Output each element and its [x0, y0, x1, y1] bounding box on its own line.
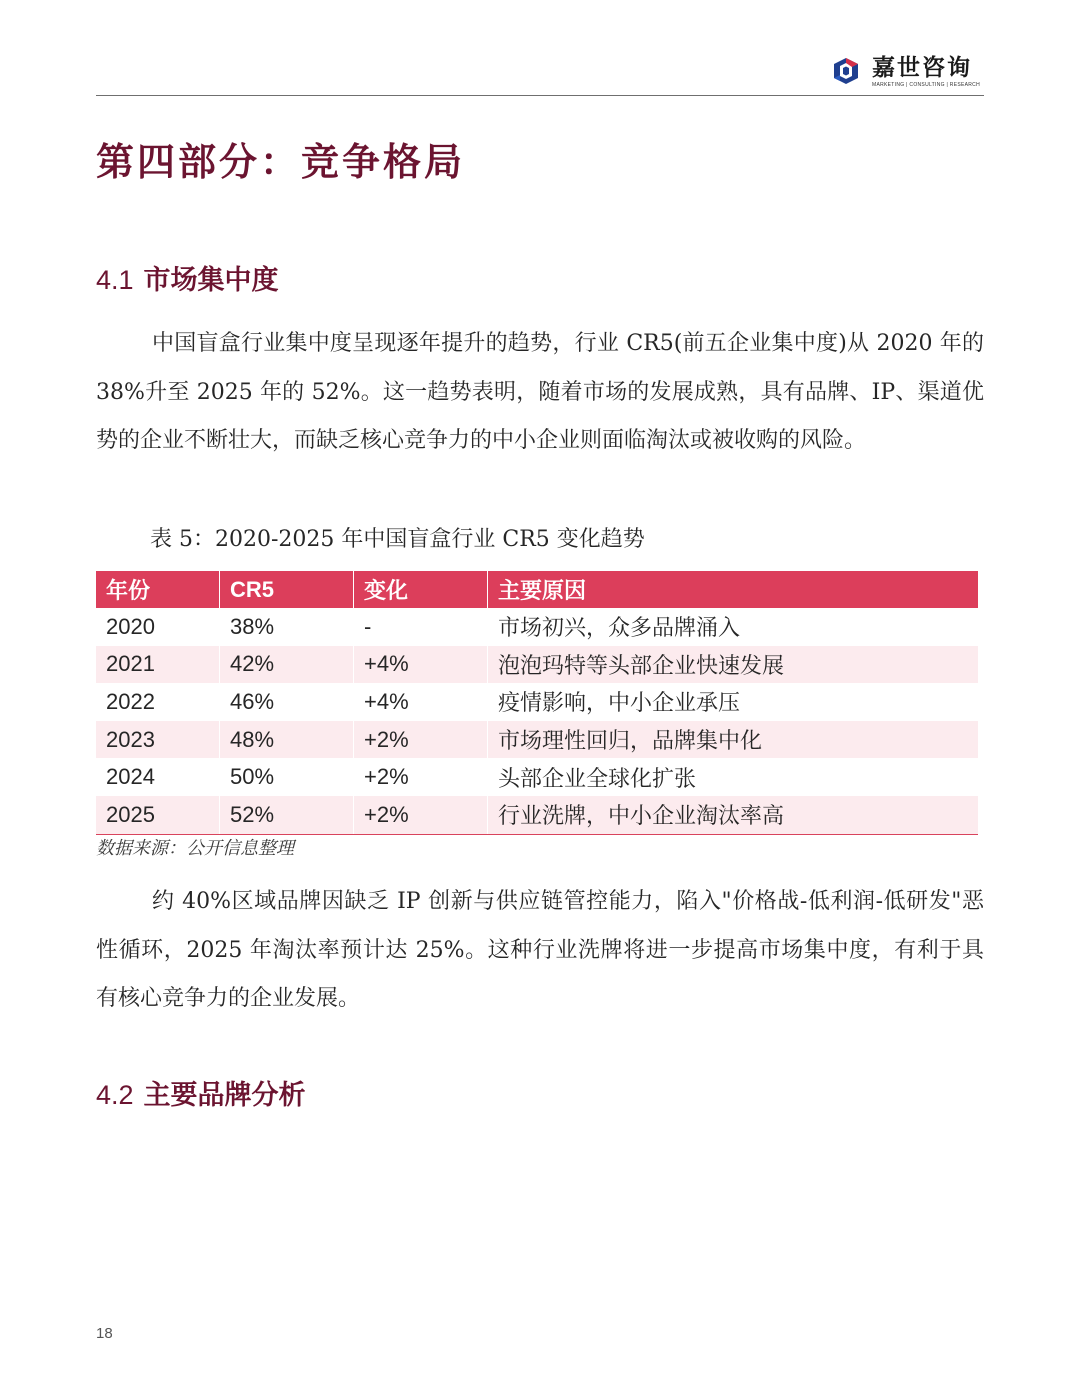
subsection-title: 市场集中度 [143, 265, 279, 296]
table-row [96, 721, 978, 759]
column-header-year: 年份 [96, 571, 220, 608]
table-header-row [96, 571, 978, 608]
paragraph-industry-shakeout: 约 40%区域品牌因缺乏 IP 创新与供应链管控能力，陷入"价格战-低利润-低研发"恶性循环，2025 年淘汰率预计达 25%。这种行业洗牌将进一步提高市场集中度，有利于具有核心竞争力的企业发展。 [96, 889, 984, 1012]
cell-year: 2021 [96, 646, 220, 684]
cell-reason: 泡泡玛特等头部企业快速发展 [498, 653, 785, 679]
subsection-heading-4-1 [96, 262, 279, 299]
cell-cr5: 38% [220, 608, 354, 646]
cell-reason: 行业洗牌，中小企业淘汰率高 [498, 804, 785, 830]
cell-change: +4% [354, 646, 488, 684]
cell-cr5: 48% [220, 721, 354, 759]
cell-reason: 头部企业全球化扩张 [498, 766, 697, 792]
table-row [96, 758, 978, 796]
cell-reason: 市场初兴，众多品牌涌入 [498, 616, 741, 642]
cell-cr5: 46% [220, 683, 354, 721]
cell-year: 2022 [96, 683, 220, 721]
table-row [96, 646, 978, 684]
column-header-change: 变化 [354, 571, 488, 608]
cell-change: +2% [354, 796, 488, 834]
cell-year: 2023 [96, 721, 220, 759]
cell-reason: 市场理性回归，品牌集中化 [498, 729, 763, 755]
brand-logo [830, 50, 980, 92]
cell-year: 2025 [96, 796, 220, 834]
section-title: 第四部分：竞争格局 [96, 139, 466, 184]
jiashi-logo-icon [830, 55, 862, 87]
table-row [96, 683, 978, 721]
brand-name: 嘉世咨询 [872, 54, 973, 81]
subsection-title: 主要品牌分析 [143, 1080, 306, 1111]
cell-cr5: 52% [220, 796, 354, 834]
cell-change: +4% [354, 683, 488, 721]
cell-change: +2% [354, 721, 488, 759]
subsection-number: 4.2 [96, 1080, 134, 1110]
table-row [96, 796, 978, 834]
cell-year: 2024 [96, 758, 220, 796]
table-row [96, 608, 978, 646]
page-header [96, 40, 984, 96]
cell-year: 2020 [96, 608, 220, 646]
cr5-table [96, 571, 978, 835]
cell-cr5: 50% [220, 758, 354, 796]
cell-change: +2% [354, 758, 488, 796]
subsection-heading-4-2 [96, 1077, 306, 1114]
cell-change: - [354, 608, 488, 646]
table-source-note: 数据来源：公开信息整理 [96, 838, 294, 859]
brand-tagline: MARKETING | CONSULTING | RESEARCH [872, 81, 980, 88]
column-header-cr5: CR5 [220, 571, 354, 608]
page-number: 18 [96, 1325, 113, 1342]
cell-reason: 疫情影响，中小企业承压 [498, 691, 741, 717]
subsection-number: 4.1 [96, 265, 134, 295]
cell-cr5: 42% [220, 646, 354, 684]
column-header-reason: 主要原因 [498, 578, 587, 604]
paragraph-market-concentration: 中国盲盒行业集中度呈现逐年提升的趋势，行业 CR5(前五企业集中度)从 2020 年的 38%升至 2025 年的 52%。这一趋势表明，随着市场的发展成熟，具有品牌、IP、渠道优势的企业不断壮大，而缺乏核心竞争力的中小企业则面临淘汰或被收购的风险。 [96, 331, 984, 454]
table-caption: 表 5：2020-2025 年中国盲盒行业 CR5 变化趋势 [150, 527, 645, 552]
